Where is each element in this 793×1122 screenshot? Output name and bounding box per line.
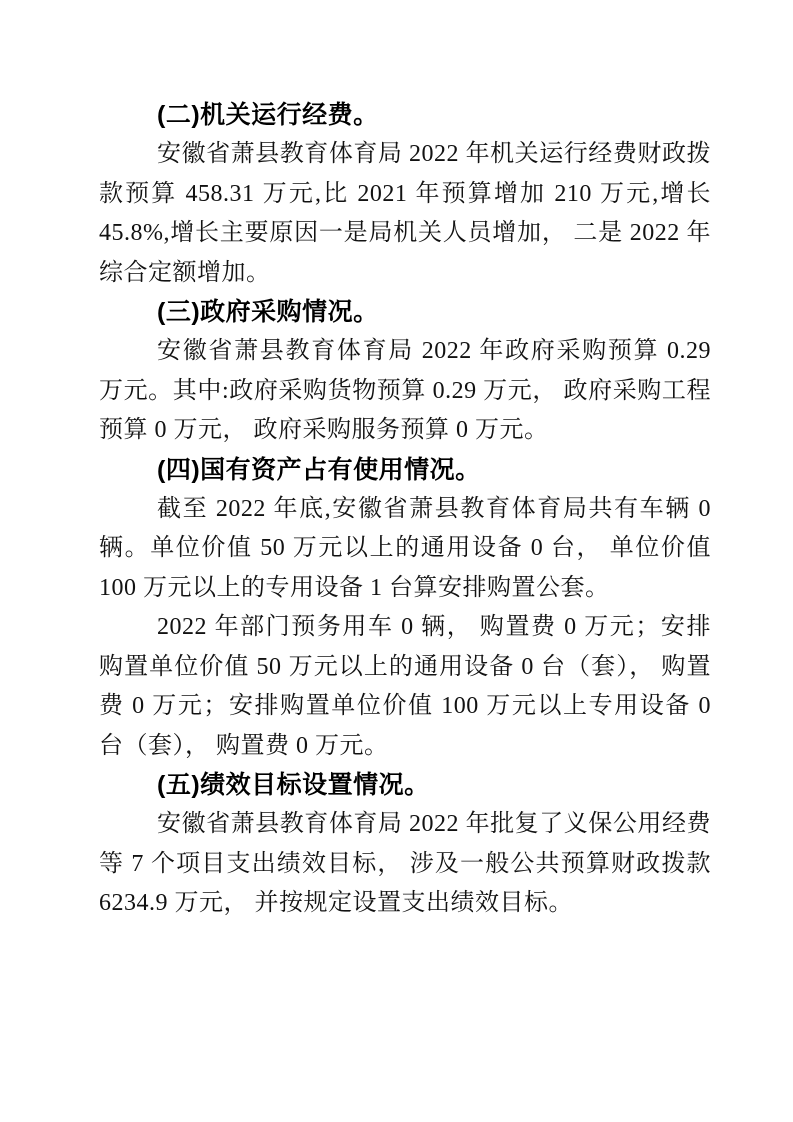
paragraph-state-assets-purchases: 2022 年部门预务用车 0 辆， 购置费 0 万元；安排购置单位价值 50 万元以上的通用设备 0 台（套）， 购置费 0 万元；安排购置单位价值 100 万元以上专用设备 0 台（套）， 购置费 0 万元。 [99, 614, 711, 759]
document-content [99, 0, 711, 924]
section-heading-state-assets: (四)国有资产占有使用情况。 [157, 455, 481, 484]
paragraph-state-assets-holdings: 截至 2022 年底,安徽省萧县教育体育局共有车辆 0 辆。单位价值 50 万元以上的通用设备 0 台， 单位价值 100 万元以上的专用设备 1 台算安排购置公套。 [99, 496, 711, 601]
paragraph-performance-targets: 安徽省萧县教育体育局 2022 年批复了义保公用经费等 7 个项目支出绩效目标， 涉及一般公共预算财政拨款 6234.9 万元， 并按规定设置支出绩效目标。 [99, 811, 711, 917]
section-heading-government-procurement: (三)政府采购情况。 [157, 298, 379, 327]
section-heading-performance-targets: (五)绩效目标设置情况。 [157, 770, 430, 799]
paragraph-government-procurement: 安徽省萧县教育体育局 2022 年政府采购预算 0.29 万元。其中:政府采购货物预算 0.29 万元， 政府采购工程预算 0 万元， 政府采购服务预算 0 万元。 [99, 338, 711, 444]
section-heading-agency-operating-funds: (二)机关运行经费。 [157, 101, 379, 129]
paragraph-agency-operating-funds: 安徽省萧县教育体育局 2022 年机关运行经费财政拨款预算 458.31 万元,比 2021 年预算增加 210 万元,增长 45.8%,增长主要原因一是局机关人员增加， 二是 2022 年综合定额增加。 [99, 141, 711, 286]
